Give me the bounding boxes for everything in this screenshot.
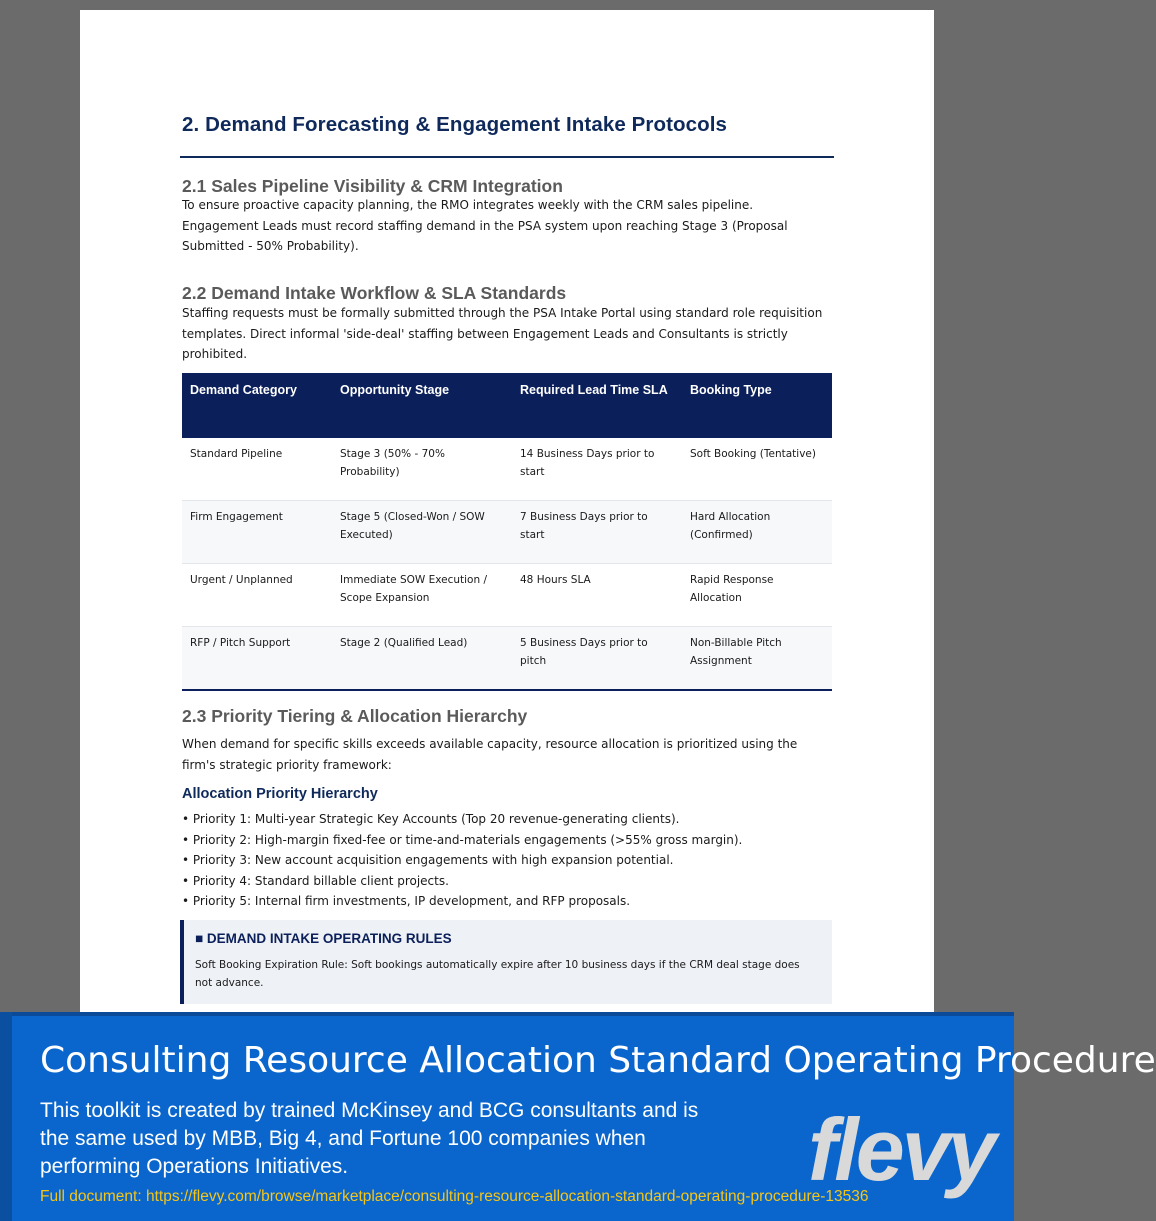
table-cell: Soft Booking (Tentative) — [682, 438, 832, 501]
heading-2-2: 2.2 Demand Intake Workflow & SLA Standards — [182, 283, 567, 303]
full-document-link[interactable]: Full document: https://flevy.com/browse/marketplace/consulting-resource-allocation-standard-operating-procedure-13536 — [40, 1188, 869, 1205]
priority-list — [182, 809, 742, 912]
paragraph-2-3: When demand for specific skills exceeds available capacity, resource allocation is prioritized using the firm's strategic priority framework: — [182, 737, 798, 772]
table-row — [182, 438, 832, 501]
table-cell: Urgent / Unplanned — [182, 564, 332, 627]
allocation-hierarchy-title: Allocation Priority Hierarchy — [182, 786, 378, 802]
table-cell: 48 Hours SLA — [512, 564, 682, 627]
table-cell: Stage 5 (Closed-Won / SOW Executed) — [332, 501, 512, 564]
table-header-row — [182, 373, 832, 438]
list-item: • Priority 3: New account acquisition engagements with high expansion potential. — [182, 853, 674, 867]
list-item: • Priority 1: Multi-year Strategic Key Accounts (Top 20 revenue-generating clients). — [182, 812, 680, 826]
table-cell: Immediate SOW Execution / Scope Expansion — [332, 564, 512, 627]
table-cell: Rapid Response Allocation — [682, 564, 832, 627]
table-cell: Stage 3 (50% - 70% Probability) — [332, 438, 512, 501]
banner-description: This toolkit is created by trained McKinsey and BCG consultants and is the same used by MBB, Big 4, and Fortune 100 companies when performing Operations Initiatives. — [40, 1099, 699, 1178]
demand-sla-table — [182, 373, 832, 691]
table-cell: Hard Allocation (Confirmed) — [682, 501, 832, 564]
operating-rules-callout — [180, 920, 832, 1004]
heading-2-1: 2.1 Sales Pipeline Visibility & CRM Integration — [182, 176, 563, 196]
paragraph-2-1: To ensure proactive capacity planning, the RMO integrates weekly with the CRM sales pipeline. Engagement Leads must record staffing demand in the PSA system upon reaching Stage 3 (Proposal Submitted - 50% Probability). — [182, 198, 788, 253]
banner-top-border — [0, 1012, 1014, 1016]
table-header-cell: Required Lead Time SLA — [512, 373, 682, 438]
table-header-cell: Opportunity Stage — [332, 373, 512, 438]
callout-text: Soft Booking Expiration Rule: Soft bookings automatically expire after 10 business days if the CRM deal stage does not advance. — [195, 959, 800, 989]
list-item: • Priority 4: Standard billable client projects. — [182, 873, 449, 888]
list-item: • Priority 2: High-margin fixed-fee or time-and-materials engagements (>55% gross margin). — [182, 832, 743, 847]
section-title: 2. Demand Forecasting & Engagement Intake Protocols — [182, 113, 728, 136]
paragraph-2-2: Staffing requests must be formally submitted through the PSA Intake Portal using standard role requisition templates. Direct informal 'side-deal' staffing between Engagement Leads and Consultants is strictly prohibited. — [182, 306, 823, 361]
callout-title: ■ DEMAND INTAKE OPERATING RULES — [195, 931, 452, 946]
heading-2-3: 2.3 Priority Tiering & Allocation Hierarchy — [182, 706, 528, 726]
table-cell: Stage 2 (Qualified Lead) — [332, 627, 512, 691]
table-cell: Standard Pipeline — [182, 438, 332, 501]
title-divider — [180, 156, 834, 158]
table-cell: Firm Engagement — [182, 501, 332, 564]
table-row — [182, 627, 832, 691]
banner-title: Consulting Resource Allocation Standard Operating Procedure — [40, 1040, 1156, 1081]
document-page — [80, 10, 934, 1020]
promo-banner — [0, 1012, 1156, 1221]
list-item: • Priority 5: Internal firm investments, IP development, and RFP proposals. — [182, 894, 631, 908]
table-cell: RFP / Pitch Support — [182, 627, 332, 691]
table-header-cell: Booking Type — [682, 373, 832, 438]
table-row — [182, 564, 832, 627]
flevy-logo: flevy — [808, 1100, 994, 1199]
table-cell: Non-Billable Pitch Assignment — [682, 627, 832, 691]
table-cell: 5 Business Days prior to pitch — [512, 627, 682, 691]
table-cell: 14 Business Days prior to start — [512, 438, 682, 501]
table-header-cell: Demand Category — [182, 373, 332, 438]
table-cell: 7 Business Days prior to start — [512, 501, 682, 564]
banner-left-edge — [0, 1012, 12, 1221]
table-row — [182, 501, 832, 564]
